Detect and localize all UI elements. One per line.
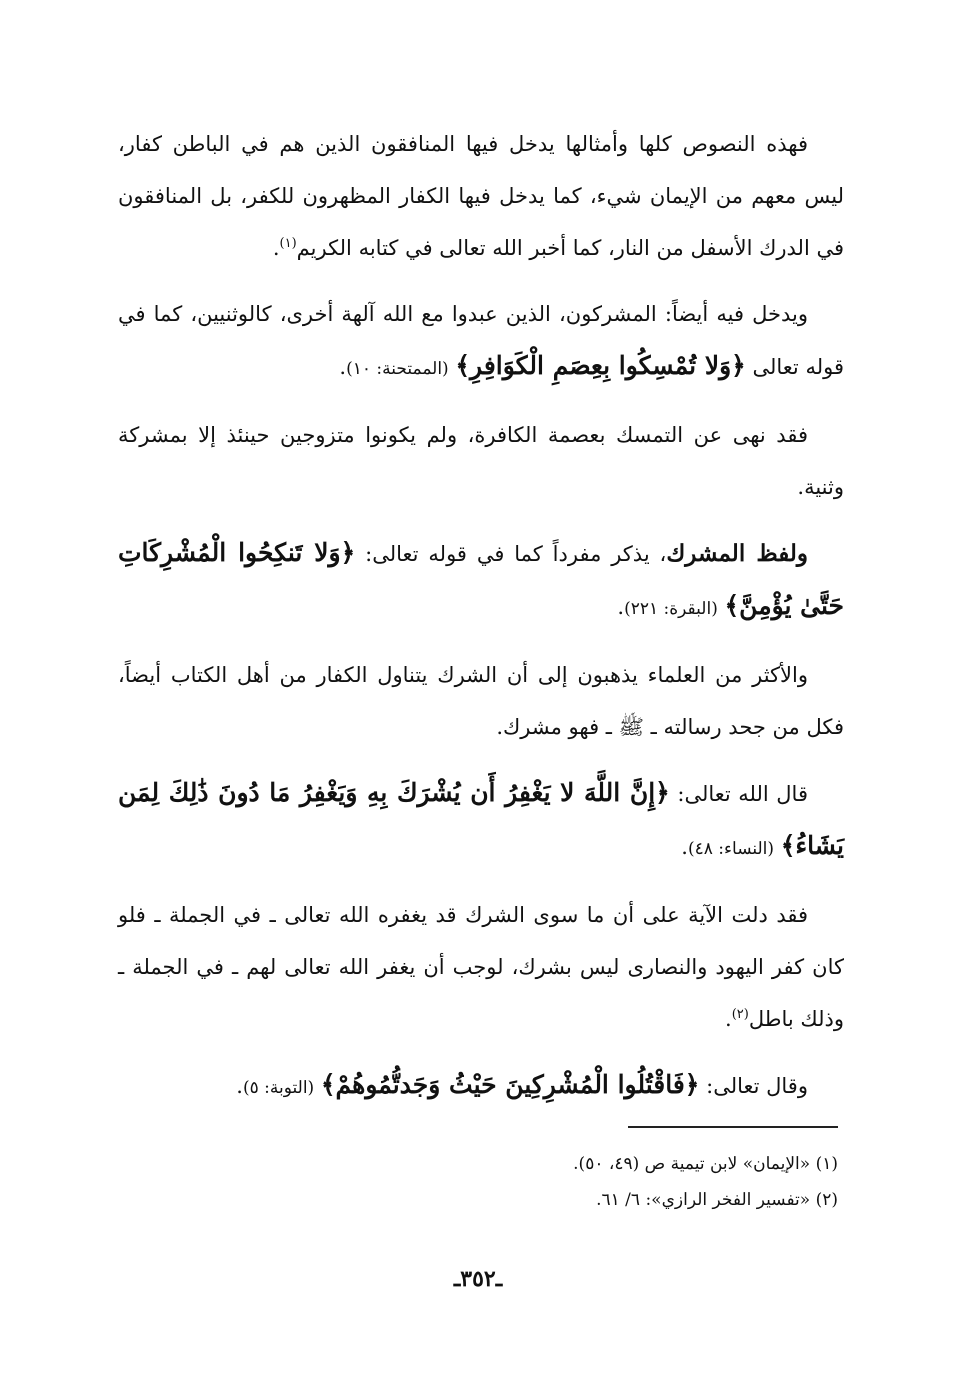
page-number: ـ٣٥٢ـ xyxy=(453,1266,503,1292)
paragraph-end: . xyxy=(681,835,688,859)
paragraph-8 xyxy=(118,1059,844,1114)
paragraph-3 xyxy=(118,409,844,513)
quran-verse: ﴿وَلا تَنكِحُوا الْمُشْرِكَاتِ حَتَّىٰ يُؤْمِنَّ﴾ xyxy=(118,538,844,620)
paragraph-end: . xyxy=(272,236,280,260)
main-text xyxy=(118,118,844,1114)
paragraph-2 xyxy=(118,288,844,395)
footnote-marker[interactable]: (١) xyxy=(279,236,297,251)
verse-reference: (البقرة: ٢٢١) xyxy=(624,599,718,619)
paragraph-text: ويدخل فيه أيضاً: المشركون، الذين عبدوا مع الله آلهة أخرى، كالوثنيين، كما في قوله تعالى xyxy=(118,302,844,379)
paragraph-end: . xyxy=(236,1074,243,1098)
paragraph-6 xyxy=(118,767,844,875)
paragraph-end: . xyxy=(725,1007,732,1031)
paragraph-text: قال الله تعالى: xyxy=(677,782,808,806)
paragraph-text: والأكثر من العلماء يذهبون إلى أن الشرك يتناول الكفار من أهل الكتاب أيضاً، فكل من جحد رسالته ـ ﷺ ـ فهو مشرك. xyxy=(118,663,844,739)
quran-verse: ﴿فَاقْتُلُوا الْمُشْرِكِينَ حَيْثُ وَجَدتُّمُوهُمْ﴾ xyxy=(320,1070,700,1099)
footnote-divider xyxy=(628,1126,838,1128)
verse-reference: (التوبة: ٥) xyxy=(242,1078,315,1098)
footnotes xyxy=(118,1146,838,1218)
paragraph-1 xyxy=(118,118,844,274)
paragraph-end: . xyxy=(617,595,625,619)
quran-verse: ﴿إِنَّ اللَّهَ لا يَغْفِرُ أَن يُشْرَكَ بِهِ وَيَغْفِرُ مَا دُونَ ذَٰلِكَ لِمَن يَشَاءُ﴾ xyxy=(118,778,844,860)
paragraph-text: وقال تعالى: xyxy=(706,1074,808,1098)
footnote-1: (١) «الإيمان» لابن تيمية ص (٤٩، ٥٠). xyxy=(573,1154,838,1174)
paragraph-end: . xyxy=(339,355,347,379)
footnote-2: (٢) «تفسير الفخر الرازي»: ٦/ ٦١. xyxy=(596,1190,838,1210)
paragraph-text: ، يذكر مفرداً كما في قوله تعالى: xyxy=(365,542,667,566)
paragraph-text: فقد نهى عن التمسك بعصمة الكافرة، ولم يكونوا متزوجين حينئذ إلا بمشركة وثنية. xyxy=(118,423,844,499)
quran-verse: ﴿وَلا تُمْسِكُوا بِعِصَمِ الْكَوَافِرِ﴾ xyxy=(455,351,746,380)
paragraph-7 xyxy=(118,889,844,1045)
paragraph-5 xyxy=(118,649,844,753)
bold-lead-term: ولفظ المشرك xyxy=(666,540,809,567)
paragraph-text: فقد دلت الآية على أن ما سوى الشرك قد يغفره الله تعالى ـ في الجملة ـ فلو كان كفر اليهود والنصارى ليس بشرك، لوجب أن يغفر الله تعالى لهم ـ في الجملة ـ وذلك باطل xyxy=(118,903,844,1031)
verse-reference: (الممتحنة: ١٠) xyxy=(346,359,449,379)
footnote-marker[interactable]: (٢) xyxy=(731,1007,749,1022)
paragraph-text: فهذه النصوص كلها وأمثالها يدخل فيها المنافقون الذين هم في الباطن كفار، ليس معهم من الإيمان شيء، كما يدخل فيها الكفار المظهرون للكفر، بل المنافقون في الدرك الأسفل من النار، كما أخبر الله تعالى في كتابه الكريم xyxy=(118,132,844,260)
verse-reference: (النساء: ٤٨) xyxy=(687,839,775,859)
paragraph-4 xyxy=(118,527,844,635)
